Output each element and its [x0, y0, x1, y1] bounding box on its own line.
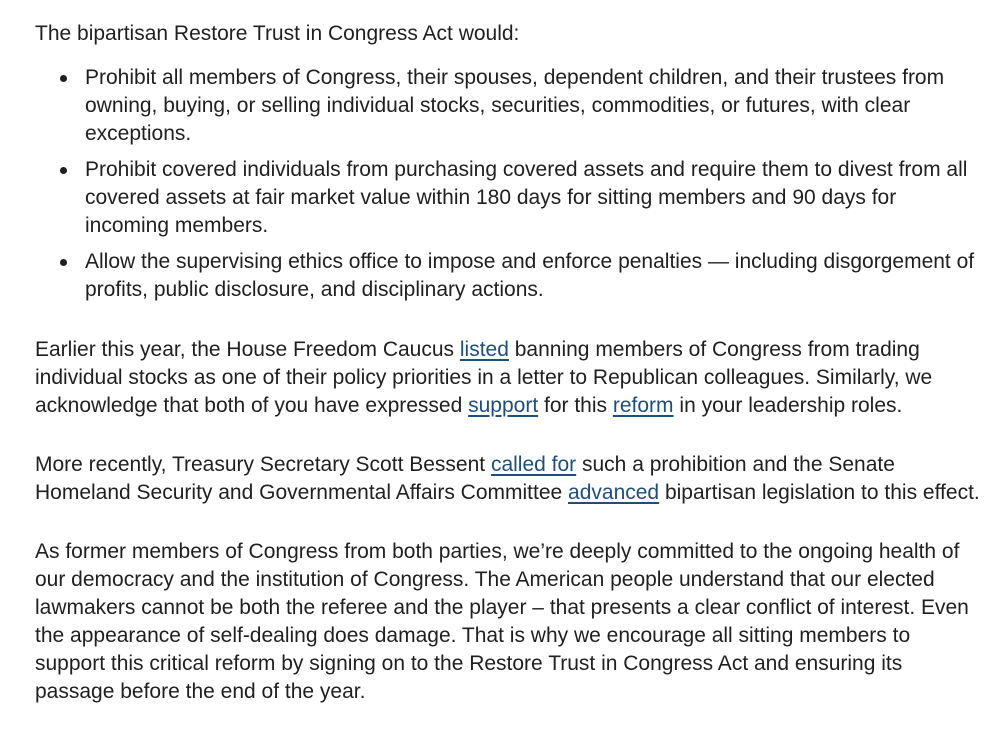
freedom-caucus-paragraph [35, 336, 980, 420]
paragraph-text: in your leadership roles. [673, 394, 903, 417]
intro-paragraph: The bipartisan Restore Trust in Congress Act would: [35, 22, 520, 45]
list-item-text: Prohibit all members of Congress, their spouses, dependent children, and their trustees from owning, buying, or selling individual stocks, securities, commodities, or futures, with clear exceptions. [85, 66, 945, 145]
list-item [35, 156, 980, 240]
paragraph-text: More recently, Treasury Secretary Scott Bessent [35, 453, 491, 476]
provisions-list [35, 64, 980, 304]
reform-link[interactable]: reform [612, 394, 674, 417]
paragraph-text: bipartisan legislation to this effect. [659, 481, 980, 504]
bullet-dot-icon [60, 75, 67, 82]
paragraph-text: such a prohibition and the Senate Homeland Security and Governmental Affairs Committee [35, 453, 895, 504]
list-item [35, 64, 980, 148]
listed-link[interactable]: listed [459, 338, 509, 361]
bullet-dot-icon [60, 259, 67, 266]
paragraph-text: for this [538, 394, 613, 417]
list-item-text: Prohibit covered individuals from purchasing covered assets and require them to divest from all covered assets at fair market value within 180 days for sitting members and 90 days for incoming members. [85, 158, 968, 237]
bullet-dot-icon [60, 167, 67, 174]
called-for-link[interactable]: called for [490, 453, 577, 476]
list-item [35, 248, 980, 304]
paragraph-text: banning members of Congress from trading individual stocks as one of their policy priorities in a letter to Republican colleagues. Similarly, we acknowledge that both of you have expressed [35, 338, 933, 417]
bessent-paragraph [35, 451, 980, 507]
advanced-link[interactable]: advanced [568, 481, 660, 504]
former-members-paragraph: As former members of Congress from both parties, we’re deeply committed to the ongoing health of our democracy and the institution of Congress. The American people understand that our elected lawmakers cannot be both the referee and the player – that presents a clear conflict of interest. Even the appearance of self-dealing does damage. That is why we encourage all sitting members to support this critical reform by signing on to the Restore Trust in Congress Act and ensuring its passage before the end of the year. [35, 540, 969, 703]
support-link[interactable]: support [468, 394, 539, 417]
list-item-text: Allow the supervising ethics office to impose and enforce penalties — including disgorgement of profits, public disclosure, and disciplinary actions. [85, 250, 975, 301]
paragraph-text: Earlier this year, the House Freedom Caucus [35, 338, 460, 361]
